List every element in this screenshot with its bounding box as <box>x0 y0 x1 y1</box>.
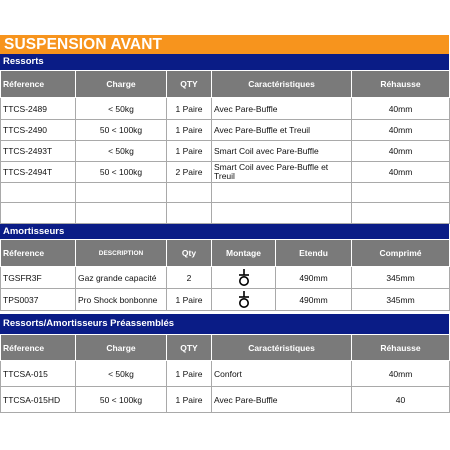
table-row <box>1 141 450 162</box>
column-header: Caractéristiques <box>212 71 352 98</box>
table-cell: Confort <box>212 361 352 387</box>
ressorts-table <box>0 70 450 224</box>
table-row <box>1 98 450 120</box>
table-cell: 1 Paire <box>167 141 212 162</box>
table-row <box>1 387 450 413</box>
table-cell: 1 Paire <box>167 98 212 120</box>
table-row <box>1 120 450 141</box>
table-cell: 40mm <box>352 98 450 120</box>
table-cell: 1 Paire <box>167 361 212 387</box>
table-cell: 345mm <box>352 267 450 289</box>
column-header: Charge <box>76 335 167 361</box>
table-cell: < 50kg <box>76 361 167 387</box>
table-cell: Smart Coil avec Pare-Buffle <box>212 141 352 162</box>
table-cell: 40mm <box>352 361 450 387</box>
eye-to-stem-mount-icon <box>237 269 251 287</box>
table-header-row <box>1 240 450 267</box>
table-cell: 2 Paire <box>167 162 212 183</box>
column-header: Réhausse <box>352 71 450 98</box>
preassembles-table <box>0 334 450 413</box>
table-cell: Pro Shock bonbonne <box>76 289 167 311</box>
empty-row <box>1 203 450 224</box>
table-row <box>1 162 450 183</box>
table-cell: 50 < 100kg <box>76 162 167 183</box>
table-cell: 40mm <box>352 141 450 162</box>
column-header: Etendu <box>276 240 352 267</box>
table-cell: Avec Pare-Buffle <box>212 387 352 413</box>
table-cell: TTCS-2489 <box>1 98 76 120</box>
table-cell: 40 <box>352 387 450 413</box>
table-row <box>1 267 450 289</box>
table-cell: Avec Pare-Buffle <box>212 98 352 120</box>
table-cell: 50 < 100kg <box>76 120 167 141</box>
section-title-preassembles: Ressorts/Amortisseurs Préassemblés <box>0 314 449 334</box>
table-header-row <box>1 335 450 361</box>
table-cell: 50 < 100kg <box>76 387 167 413</box>
table-cell: 490mm <box>276 267 352 289</box>
table-cell <box>212 267 276 289</box>
column-header: Comprimé <box>352 240 450 267</box>
table-cell: < 50kg <box>76 141 167 162</box>
empty-row <box>1 183 450 203</box>
amortisseurs-table <box>0 239 450 311</box>
table-cell: 40mm <box>352 120 450 141</box>
table-cell: 1 Paire <box>167 387 212 413</box>
table-cell: TTCS-2490 <box>1 120 76 141</box>
column-header: Montage <box>212 240 276 267</box>
table-cell: TPS0037 <box>1 289 76 311</box>
column-header: Caractéristiques <box>212 335 352 361</box>
column-header: QTY <box>167 335 212 361</box>
column-header: Réference <box>1 71 76 98</box>
spec-sheet <box>0 35 449 413</box>
section-title-amortisseurs: Amortisseurs <box>0 224 449 239</box>
column-header: Réference <box>1 240 76 267</box>
column-header: QTY <box>167 71 212 98</box>
table-cell: TTCSA-015 <box>1 361 76 387</box>
table-cell: Gaz grande capacité <box>76 267 167 289</box>
table-cell: 345mm <box>352 289 450 311</box>
table-row <box>1 361 450 387</box>
section-title-ressorts: Ressorts <box>0 54 449 70</box>
column-header: Réhausse <box>352 335 450 361</box>
table-cell: Smart Coil avec Pare-Buffle et Treuil <box>212 162 352 183</box>
table-cell: 490mm <box>276 289 352 311</box>
column-header: Réference <box>1 335 76 361</box>
column-header: DESCRIPTION <box>76 240 167 267</box>
table-cell: 1 Paire <box>167 289 212 311</box>
column-header: Qty <box>167 240 212 267</box>
table-cell: TTCS-2494T <box>1 162 76 183</box>
table-cell: TGSFR3F <box>1 267 76 289</box>
table-row <box>1 289 450 311</box>
table-cell: TTCS-2493T <box>1 141 76 162</box>
page-title: SUSPENSION AVANT <box>0 35 449 54</box>
column-header: Charge <box>76 71 167 98</box>
table-cell: 2 <box>167 267 212 289</box>
eye-to-stem-mount-icon <box>237 291 251 309</box>
table-header-row <box>1 71 450 98</box>
table-cell <box>212 289 276 311</box>
table-cell: TTCSA-015HD <box>1 387 76 413</box>
table-cell: < 50kg <box>76 98 167 120</box>
table-cell: 1 Paire <box>167 120 212 141</box>
table-cell: 40mm <box>352 162 450 183</box>
table-cell: Avec Pare-Buffle et Treuil <box>212 120 352 141</box>
